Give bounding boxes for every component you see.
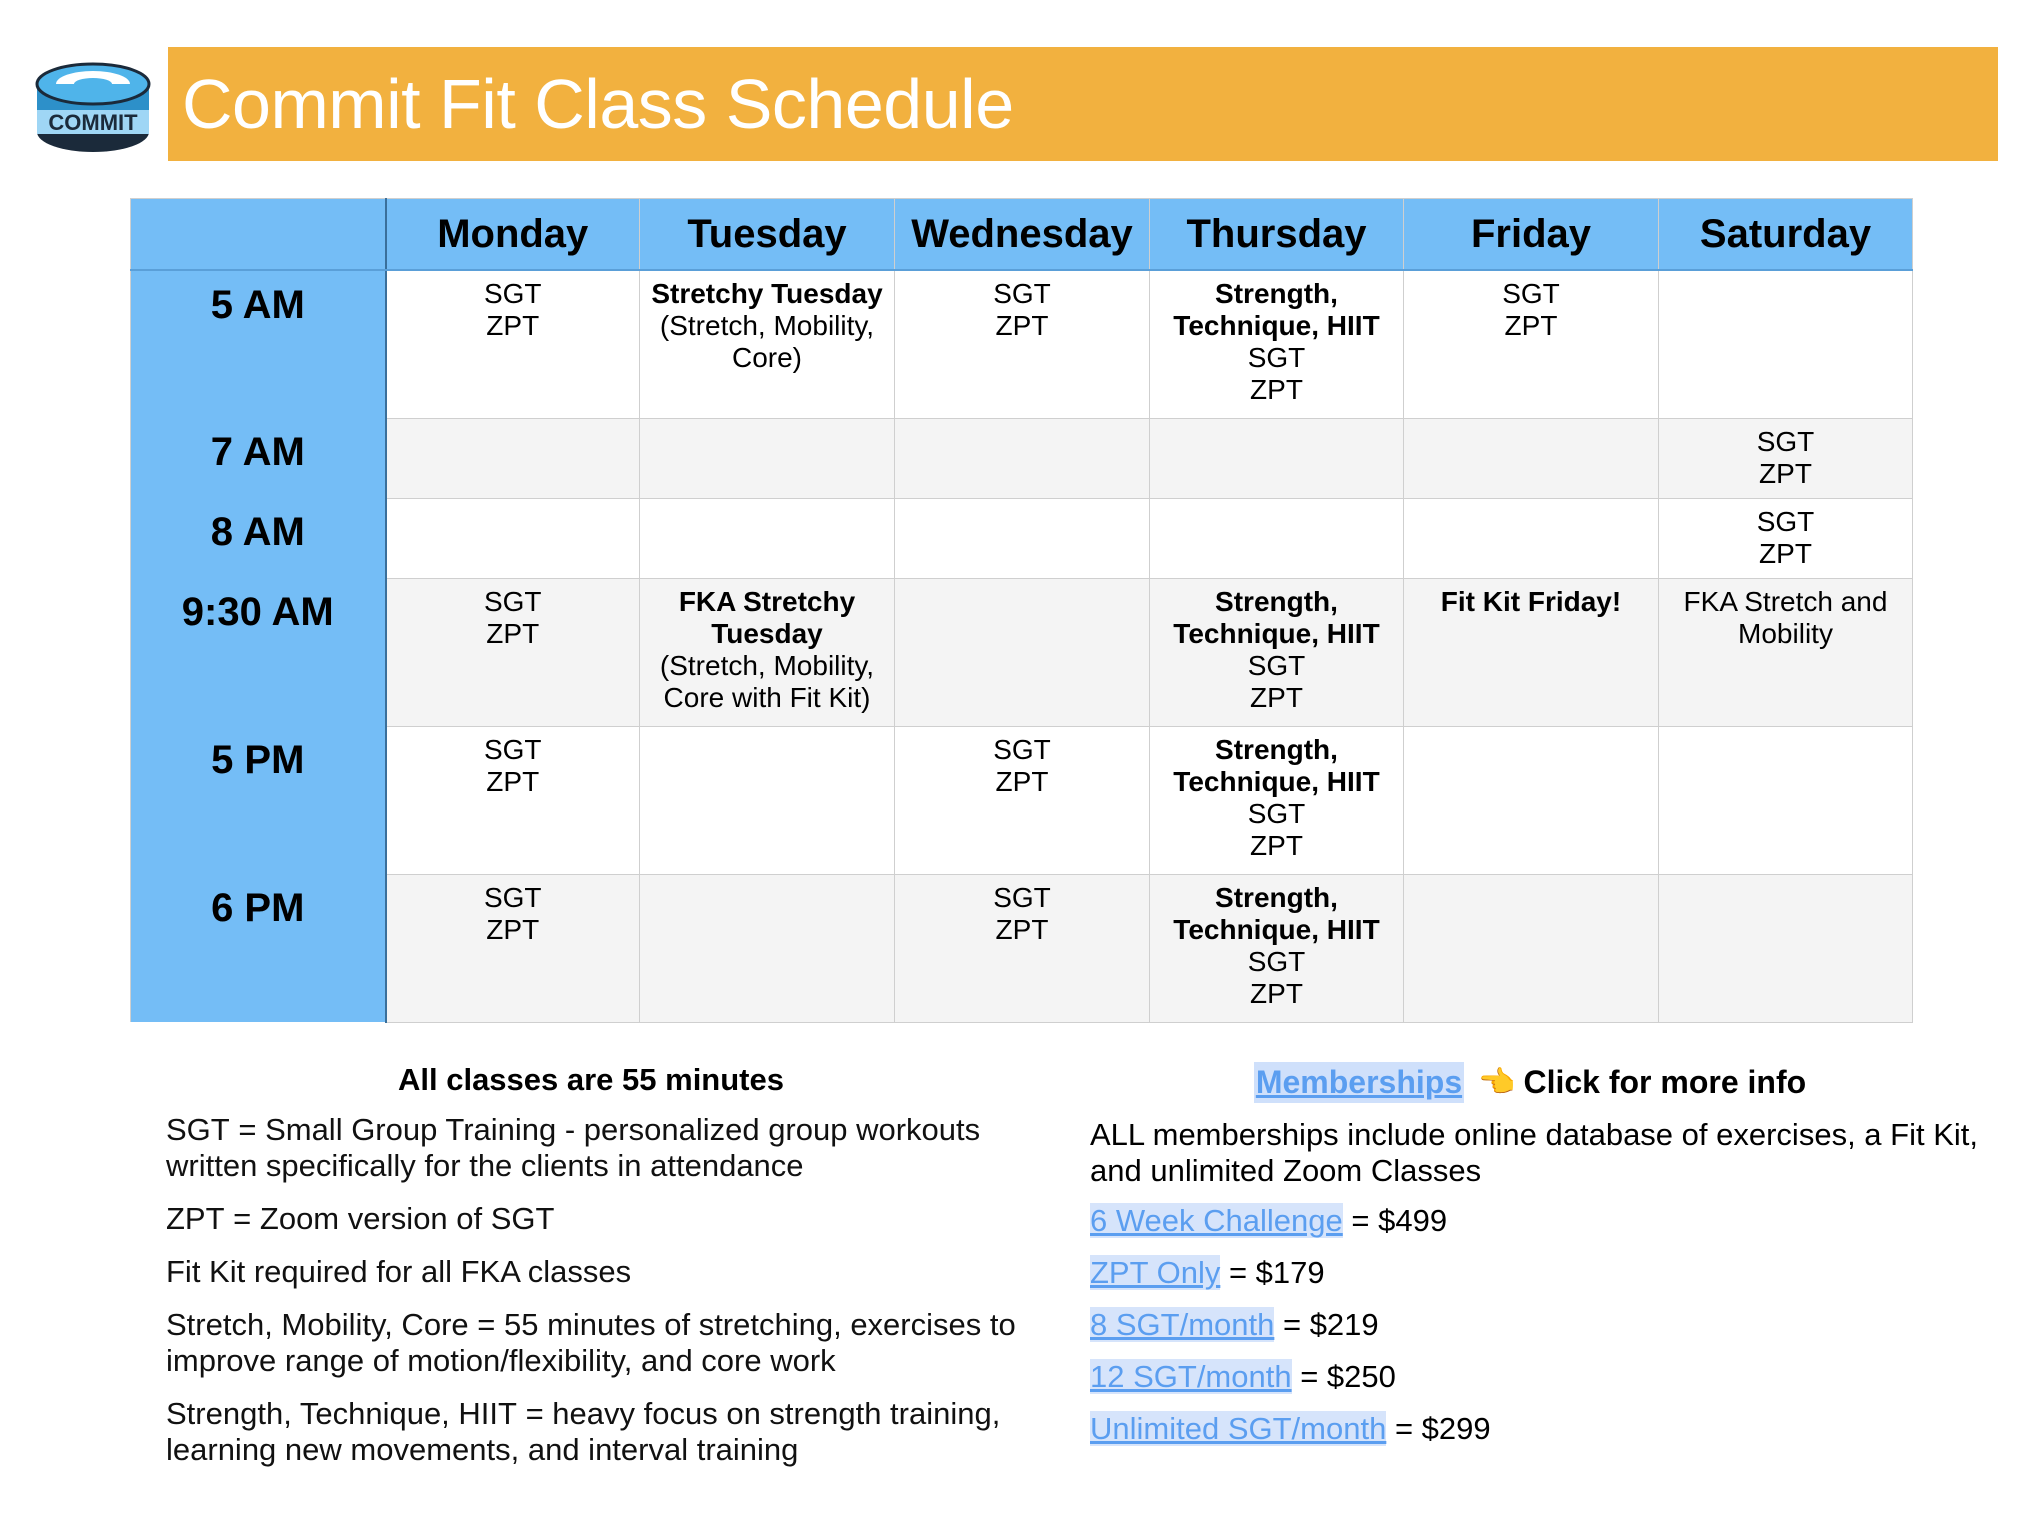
class-notes [166, 1062, 1046, 1485]
table-header-row [131, 199, 1913, 271]
schedule-cell: Strength, Technique, HIIT SGT ZPT [1150, 578, 1404, 726]
note-item: Fit Kit required for all FKA classes [166, 1254, 632, 1289]
pointing-hand-icon: 👈 [1478, 1066, 1516, 1099]
schedule-cell [1404, 418, 1659, 498]
note-item: ZPT = Zoom version of SGT [166, 1201, 555, 1236]
schedule-cell [1404, 874, 1659, 1022]
plan-link[interactable]: 8 SGT/month [1090, 1307, 1275, 1342]
schedule-cell [895, 578, 1150, 726]
plan-link[interactable]: Unlimited SGT/month [1090, 1411, 1387, 1446]
schedule-cell: SGT ZPT [386, 270, 640, 418]
class-schedule-table [130, 198, 1913, 1023]
day-header: Wednesday [895, 199, 1150, 271]
schedule-cell [1659, 270, 1913, 418]
schedule-cell [1150, 418, 1404, 498]
schedule-cell: Fit Kit Friday! [1404, 578, 1659, 726]
table-row [131, 498, 1913, 578]
time-label: 6 PM [131, 874, 386, 1022]
day-header: Monday [386, 199, 640, 271]
day-header: Friday [1404, 199, 1659, 271]
memberships-intro: ALL memberships include online database of exercises, a Fit Kit, and unlimited Zoom Classes [1090, 1117, 1978, 1188]
plan-link[interactable]: 6 Week Challenge [1090, 1203, 1343, 1238]
table-row [131, 874, 1913, 1022]
note-item: Stretch, Mobility, Core = 55 minutes of stretching, exercises to improve range of motion/flexibility, and core work [166, 1307, 1016, 1378]
memberships-cta: Click for more info [1523, 1064, 1807, 1100]
schedule-cell [640, 874, 895, 1022]
day-header: Saturday [1659, 199, 1913, 271]
schedule-cell [386, 498, 640, 578]
schedule-cell [1659, 726, 1913, 874]
table-row [131, 578, 1913, 726]
table-row [131, 270, 1913, 418]
time-label: 9:30 AM [131, 578, 386, 726]
schedule-cell: Stretchy Tuesday (Stretch, Mobility, Core) [640, 270, 895, 418]
page-title: Commit Fit Class Schedule [182, 65, 1014, 143]
schedule-cell: SGT ZPT [895, 270, 1150, 418]
svg-text:COMMIT: COMMIT [48, 110, 138, 135]
title-bar [168, 47, 1998, 161]
schedule-cell: FKA Stretchy Tuesday (Stretch, Mobility, Core with Fit Kit) [640, 578, 895, 726]
schedule-cell [640, 726, 895, 874]
memberships-link[interactable]: Memberships [1254, 1062, 1464, 1103]
schedule-cell: SGT ZPT [895, 726, 1150, 874]
schedule-cell [895, 418, 1150, 498]
memberships-heading [1090, 1062, 1970, 1103]
time-label: 8 AM [131, 498, 386, 578]
note-item: Strength, Technique, HIIT = heavy focus on strength training, learning new movements, and interval training [166, 1396, 1001, 1467]
schedule-cell: SGT ZPT [386, 578, 640, 726]
schedule-cell: FKA Stretch and Mobility [1659, 578, 1913, 726]
table-row [131, 418, 1913, 498]
schedule-cell: SGT ZPT [386, 726, 640, 874]
plan-link[interactable]: 12 SGT/month [1090, 1359, 1292, 1394]
schedule-cell: SGT ZPT [1404, 270, 1659, 418]
schedule-cell: Strength, Technique, HIIT SGT ZPT [1150, 270, 1404, 418]
schedule-cell: SGT ZPT [386, 874, 640, 1022]
membership-plan: 12 SGT/month = $250 [1090, 1359, 1396, 1394]
memberships-section [1090, 1062, 1990, 1463]
time-label: 5 PM [131, 726, 386, 874]
schedule-cell: Strength, Technique, HIIT SGT ZPT [1150, 726, 1404, 874]
time-label: 5 AM [131, 270, 386, 418]
note-item: SGT = Small Group Training - personalized group workouts written specifically for the clients in attendance [166, 1112, 981, 1183]
schedule-cell [895, 498, 1150, 578]
schedule-cell [640, 498, 895, 578]
membership-plan: 8 SGT/month = $219 [1090, 1307, 1379, 1342]
schedule-cell: SGT ZPT [1659, 498, 1913, 578]
membership-plan: Unlimited SGT/month = $299 [1090, 1411, 1491, 1446]
schedule-cell [640, 418, 895, 498]
schedule-cell [1404, 498, 1659, 578]
membership-plan: ZPT Only = $179 [1090, 1255, 1325, 1290]
schedule-cell [1404, 726, 1659, 874]
schedule-cell: SGT ZPT [895, 874, 1150, 1022]
table-row [131, 726, 1913, 874]
corner-cell [131, 199, 386, 271]
schedule-cell [1150, 498, 1404, 578]
commit-logo [34, 54, 152, 154]
plan-link[interactable]: ZPT Only [1090, 1255, 1221, 1290]
time-label: 7 AM [131, 418, 386, 498]
schedule-cell [1659, 874, 1913, 1022]
membership-plan: 6 Week Challenge = $499 [1090, 1203, 1448, 1238]
day-header: Thursday [1150, 199, 1404, 271]
day-header: Tuesday [640, 199, 895, 271]
schedule-cell: Strength, Technique, HIIT SGT ZPT [1150, 874, 1404, 1022]
notes-heading: All classes are 55 minutes [397, 1062, 784, 1097]
schedule-cell: SGT ZPT [1659, 418, 1913, 498]
schedule-cell [386, 418, 640, 498]
